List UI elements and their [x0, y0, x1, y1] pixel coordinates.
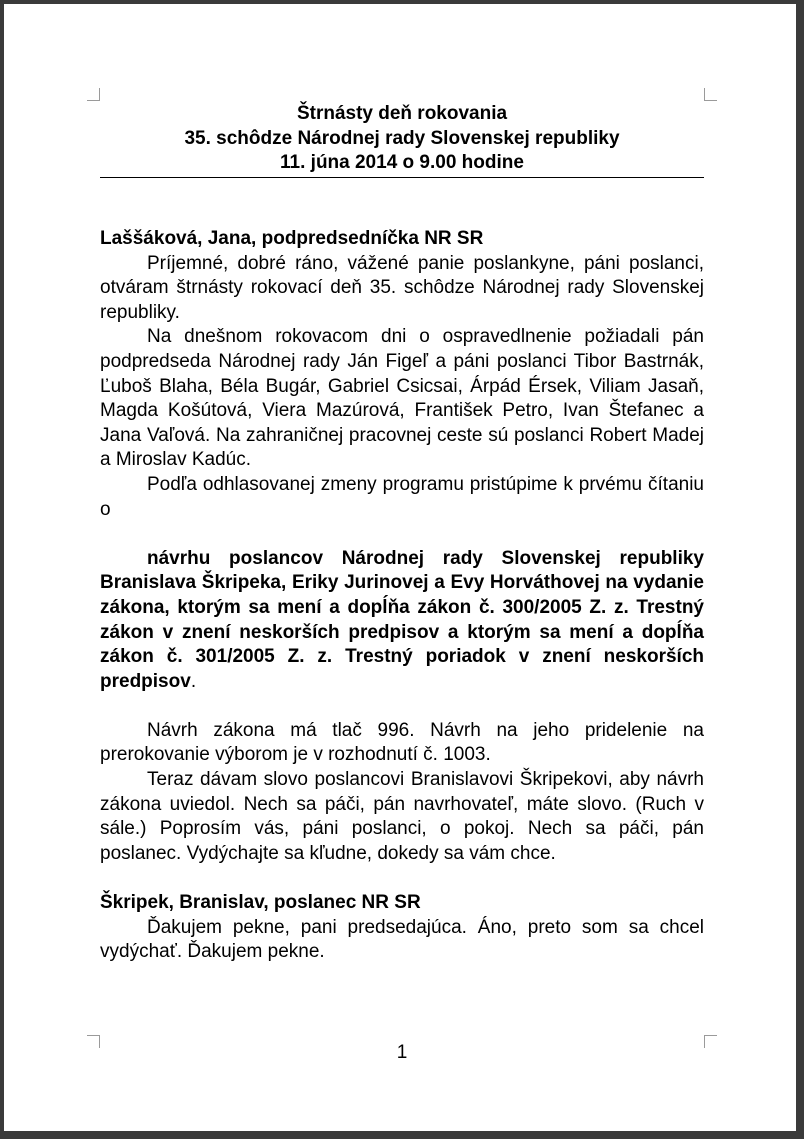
- document-body: [100, 227, 704, 965]
- paragraph: Podľa odhlasovanej zmeny programu pristúpime k prvému čítaniu o: [100, 473, 704, 520]
- spacer: [100, 866, 704, 891]
- bill-title: návrhu poslancov Národnej rady Slovenskej republiky Branislava Škripeka, Eriky Jurinovej a Evy Horváthovej na vydanie zákona, ktorým sa mení a dopĺňa zákon č. 300/2005 Z. z. Trestný zákon v znení neskorších predpisov a ktorým sa mení a dopĺňa zákon č. 301/2005 Z. z. Trestný poriadok v znení neskorších predpisov: [100, 547, 704, 692]
- crop-mark-bottom-right: [704, 1035, 717, 1048]
- crop-mark-top-right: [704, 88, 717, 101]
- header-title: Štrnásty deň rokovania: [296, 103, 508, 124]
- paragraph: Príjemné, dobré ráno, vážené panie poslankyne, páni poslanci, otváram štrnásty rokovací deň 35. schôdze Národnej rady Slovenskej republiky.: [100, 252, 704, 323]
- crop-mark-bottom-left: [87, 1035, 100, 1048]
- crop-mark-top-left: [87, 88, 100, 101]
- page-number: 1: [396, 1042, 408, 1063]
- paragraph: Návrh zákona má tlač 996. Návrh na jeho pridelenie na prerokovanie výborom je v rozhodnutí č. 1003.: [100, 719, 704, 766]
- header-session: 35. schôdze Národnej rady Slovenskej republiky: [184, 127, 620, 149]
- paragraph: Teraz dávam slovo poslancovi Branislavovi Škripekovi, aby návrh zákona uviedol. Nech sa páči, pán navrhovateľ, máte slovo. (Ruch v sále.) Poprosím vás, páni poslanci, o pokoj. Nech sa páči, pán poslanec. Vydýchajte sa kľudne, dokedy sa vám chce.: [100, 769, 704, 864]
- header-date: 11. júna 2014 o 9.00 hodine: [280, 152, 524, 174]
- spacer: [100, 522, 704, 547]
- bill-title-period: .: [190, 670, 197, 692]
- bill-title-paragraph: [100, 547, 704, 695]
- spacer: [100, 694, 704, 719]
- speaker-name: Laššáková, Jana, podpredsedníčka NR SR: [100, 228, 484, 249]
- paragraph: Ďakujem pekne, pani predsedajúca. Áno, preto som sa chcel vydýchať. Ďakujem pekne.: [100, 916, 704, 963]
- paragraph: Na dnešnom rokovacom dni o ospravedlnenie požiadali pán podpredseda Národnej rady Ján Figeľ a páni poslanci Tibor Bastrnák, Ľuboš Blaha, Béla Bugár, Gabriel Csicsai, Árpád Érsek, Viliam Jasaň, Magda Košútová, Viera Mazúrová, František Petro, Ivan Štefanec a Jana Vaľová. Na zahraničnej pracovnej ceste sú poslanci Robert Madej a Miroslav Kadúc.: [100, 326, 704, 471]
- speaker-name: Škripek, Branislav, poslanec NR SR: [100, 892, 421, 914]
- document-page: [4, 4, 796, 1131]
- document-header: [100, 102, 704, 178]
